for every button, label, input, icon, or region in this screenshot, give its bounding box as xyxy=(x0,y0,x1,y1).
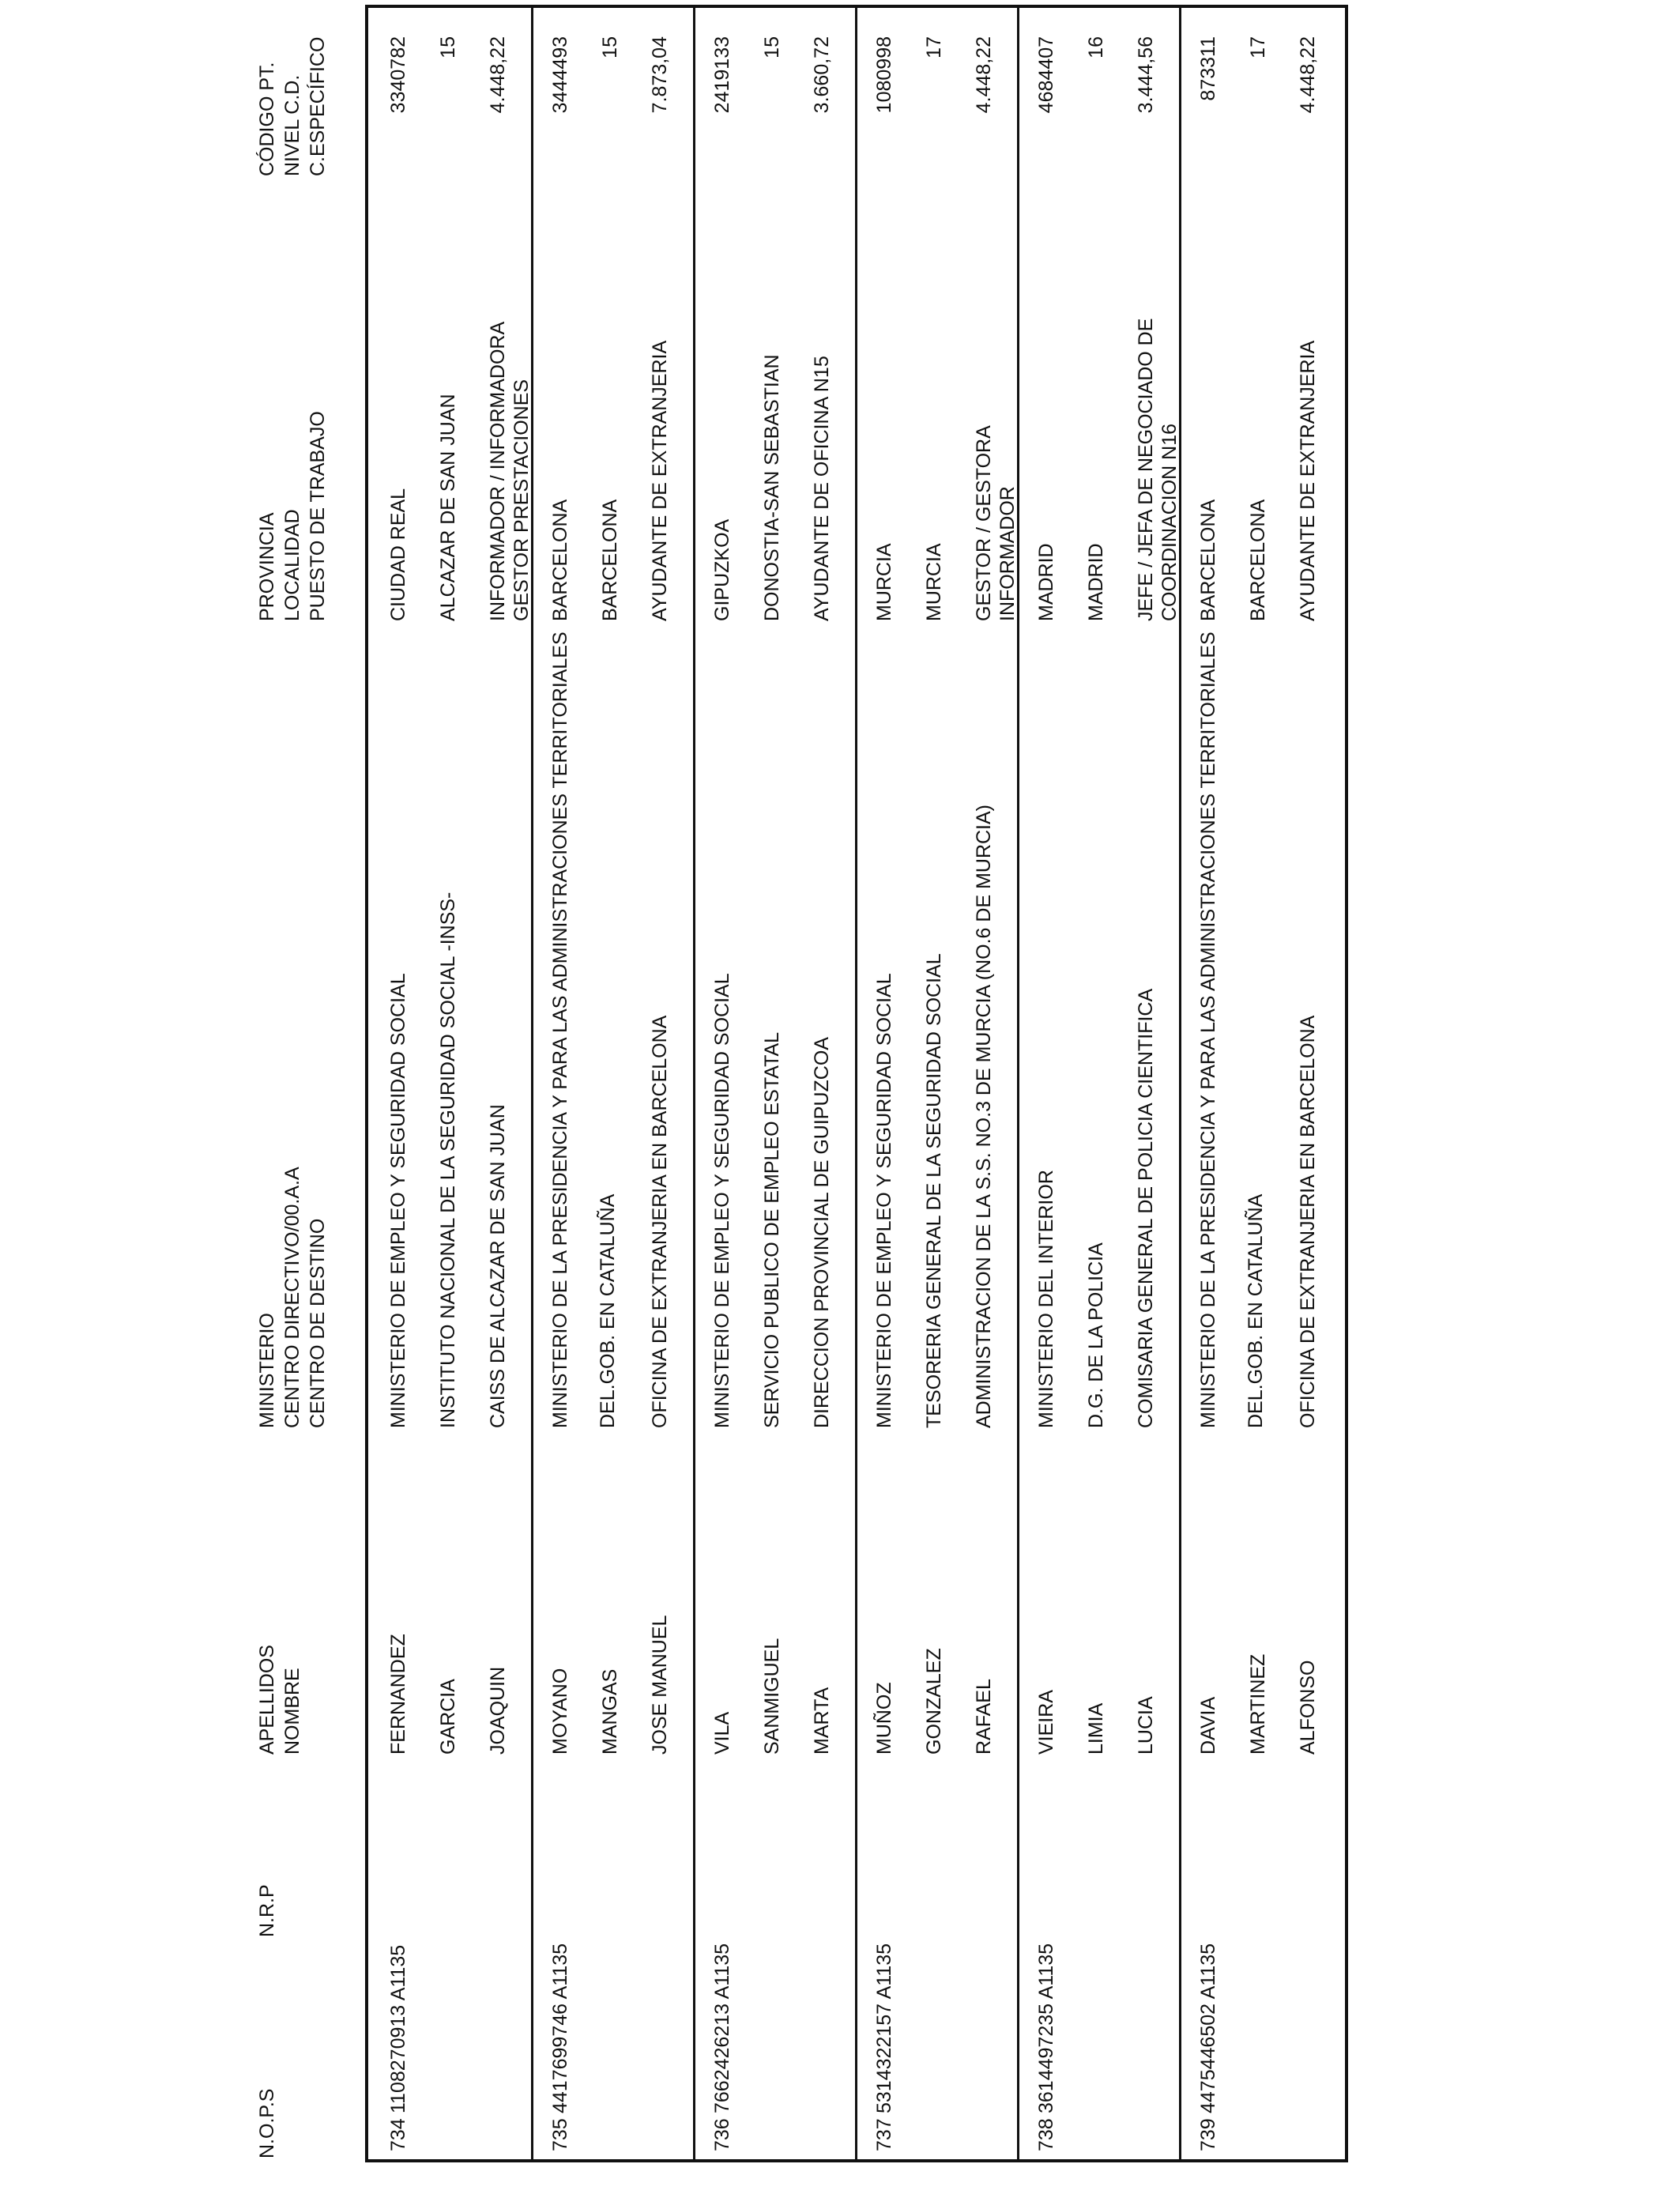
record-row xyxy=(531,5,693,2162)
header-nrp-label: N.R.P xyxy=(256,1884,278,1937)
header-nops xyxy=(254,2089,280,2158)
header-nops-label: N.O.P.S xyxy=(256,2088,278,2158)
ministerio-cell: MINISTERIO DE EMPLEO Y SEGURIDAD SOCIAL xyxy=(711,973,733,1428)
nrp-cell: 1108270913 A1135 xyxy=(387,1944,409,2113)
especifico-cell: 3.660,72 xyxy=(811,36,833,114)
provincia-cell: BARCELONA xyxy=(549,499,571,621)
nombre-cell: ALFONSO xyxy=(1297,1660,1319,1755)
header-nrp xyxy=(254,1884,280,1937)
record-row xyxy=(369,5,531,2162)
ministerio-cell: MINISTERIO DE EMPLEO Y SEGURIDAD SOCIAL xyxy=(873,973,895,1428)
header-centro-destino-label: CENTRO DE DESTINO xyxy=(307,1218,329,1428)
apellido1-cell: VILA xyxy=(711,1711,733,1755)
centro-destino-cell: ADMINISTRACION DE LA S.S. NO.3 DE MURCIA (NO.6 DE MURCIA) xyxy=(973,804,995,1428)
nops-cell: 737 xyxy=(873,2118,895,2151)
nivel-cell: 17 xyxy=(1247,36,1269,58)
centro-destino-cell: CAISS DE ALCAZAR DE SAN JUAN xyxy=(487,1104,509,1428)
apellido1-cell: MUÑOZ xyxy=(873,1682,895,1755)
ministerio-cell: MINISTERIO DEL INTERIOR xyxy=(1035,1170,1057,1428)
record-row xyxy=(1017,5,1179,2162)
puesto-cell: JEFE / JEFA DE NEGOCIADO DE COORDINACION N16 xyxy=(1135,318,1181,621)
provincia-cell: BARCELONA xyxy=(1197,499,1219,621)
header-codigo xyxy=(254,37,330,176)
localidad-cell: ALCAZAR DE SAN JUAN xyxy=(437,394,459,621)
codigo-cell: 2419133 xyxy=(711,36,733,114)
especifico-cell: 4.448,22 xyxy=(487,36,509,114)
centro-directivo-cell: TESORERIA GENERAL DE LA SEGURIDAD SOCIAL xyxy=(923,953,945,1428)
nombre-cell: RAFAEL xyxy=(973,1679,995,1755)
header-especifico-label: C.ESPECÍFICO xyxy=(307,36,329,176)
record-row xyxy=(855,5,1017,2162)
header-puesto-label: PUESTO DE TRABAJO xyxy=(307,411,329,621)
especifico-cell: 4.448,22 xyxy=(1297,36,1319,114)
apellido1-cell: FERNANDEZ xyxy=(387,1634,409,1755)
localidad-cell: BARCELONA xyxy=(599,499,621,621)
nivel-cell: 17 xyxy=(923,36,945,58)
ministerio-cell: MINISTERIO DE EMPLEO Y SEGURIDAD SOCIAL xyxy=(387,973,409,1428)
nivel-cell: 15 xyxy=(761,36,783,58)
apellido2-cell: GONZALEZ xyxy=(923,1648,945,1755)
nops-cell: 738 xyxy=(1035,2118,1057,2151)
apellido2-cell: MARTINEZ xyxy=(1247,1653,1269,1755)
nops-cell: 734 xyxy=(387,2118,409,2151)
centro-destino-cell: OFICINA DE EXTRANJERIA EN BARCELONA xyxy=(649,1015,671,1428)
apellido1-cell: MOYANO xyxy=(549,1668,571,1755)
centro-directivo-cell: SERVICIO PUBLICO DE EMPLEO ESTATAL xyxy=(761,1031,783,1428)
provincia-cell: CIUDAD REAL xyxy=(387,488,409,621)
codigo-cell: 1080998 xyxy=(873,36,895,114)
centro-directivo-cell: INSTITUTO NACIONAL DE LA SEGURIDAD SOCIAL -INSS- xyxy=(437,892,459,1428)
codigo-cell: 3444493 xyxy=(549,36,571,114)
header-ministerio-label: MINISTERIO xyxy=(256,1313,278,1428)
puesto-cell: AYUDANTE DE OFICINA N15 xyxy=(811,356,833,621)
centro-directivo-cell: DEL.GOB. EN CATALUÑA xyxy=(1245,1193,1267,1428)
nivel-cell: 15 xyxy=(437,36,459,58)
puesto-cell: GESTOR / GESTORA INFORMADOR xyxy=(973,426,1019,621)
header-nivel-label: NIVEL C.D. xyxy=(281,74,303,176)
nrp-cell: 3614497235 A1135 xyxy=(1035,1943,1057,2113)
apellido2-cell: LIMIA xyxy=(1085,1702,1107,1755)
codigo-cell: 3340782 xyxy=(387,36,409,114)
especifico-cell: 3.444,56 xyxy=(1135,36,1157,114)
centro-directivo-cell: DEL.GOB. EN CATALUÑA xyxy=(597,1193,619,1428)
header-codigo-label: CÓDIGO PT. xyxy=(256,62,278,176)
puesto-cell: AYUDANTE DE EXTRANJERIA xyxy=(649,340,671,621)
codigo-cell: 4684407 xyxy=(1035,36,1057,114)
centro-directivo-cell: D.G. DE LA POLICIA xyxy=(1085,1242,1107,1428)
nombre-cell: JOAQUIN xyxy=(487,1666,509,1755)
nivel-cell: 15 xyxy=(599,36,621,58)
apellido2-cell: GARCIA xyxy=(437,1679,459,1755)
especifico-cell: 7.873,04 xyxy=(649,36,671,114)
localidad-cell: MURCIA xyxy=(923,543,945,621)
nivel-cell: 16 xyxy=(1085,36,1107,58)
apellido2-cell: MANGAS xyxy=(599,1668,621,1755)
puesto-cell: AYUDANTE DE EXTRANJERIA xyxy=(1297,340,1319,621)
nombre-cell: JOSE MANUEL xyxy=(649,1615,671,1755)
codigo-cell: 873311 xyxy=(1197,36,1219,101)
header-localidad-label: LOCALIDAD xyxy=(281,509,303,621)
ministerio-cell: MINISTERIO DE LA PRESIDENCIA Y PARA LAS ADMINISTRACIONES TERRITORIALES xyxy=(549,631,571,1428)
nrp-cell: 4417699746 A1135 xyxy=(549,1943,571,2113)
header-provincia-label: PROVINCIA xyxy=(256,512,278,621)
localidad-cell: DONOSTIA-SAN SEBASTIAN xyxy=(761,354,783,621)
especifico-cell: 4.448,22 xyxy=(973,36,995,114)
record-row xyxy=(1179,5,1341,2162)
apellido1-cell: DAVIA xyxy=(1197,1696,1219,1755)
nombre-cell: LUCIA xyxy=(1135,1696,1157,1755)
nombre-cell: MARTA xyxy=(811,1687,833,1755)
nops-cell: 735 xyxy=(549,2118,571,2151)
nops-cell: 736 xyxy=(711,2118,733,2151)
centro-destino-cell: DIRECCION PROVINCIAL DE GUIPUZCOA xyxy=(811,1037,833,1428)
localidad-cell: MADRID xyxy=(1085,543,1107,621)
localidad-cell: BARCELONA xyxy=(1247,499,1269,621)
apellido1-cell: VIEIRA xyxy=(1035,1690,1057,1755)
provincia-cell: MURCIA xyxy=(873,543,895,621)
apellido2-cell: SANMIGUEL xyxy=(761,1638,783,1755)
header-apellidos-label: APELLIDOS xyxy=(256,1645,278,1755)
provincia-cell: GIPUZKOA xyxy=(711,518,733,621)
nrp-cell: 7662426213 A1135 xyxy=(711,1943,733,2113)
header-centro-directivo-label: CENTRO DIRECTIVO/00.A.A xyxy=(281,1167,303,1428)
ministerio-cell: MINISTERIO DE LA PRESIDENCIA Y PARA LAS ADMINISTRACIONES TERRITORIALES xyxy=(1197,631,1219,1428)
nrp-cell: 4475446502 A1135 xyxy=(1197,1943,1219,2113)
centro-destino-cell: COMISARIA GENERAL DE POLICIA CIENTIFICA xyxy=(1135,988,1157,1428)
provincia-cell: MADRID xyxy=(1035,543,1057,621)
puesto-cell: INFORMADOR / INFORMADORA GESTOR PRESTACIONES xyxy=(487,322,533,621)
record-row xyxy=(693,5,855,2162)
header-apellidos xyxy=(254,1645,305,1755)
centro-destino-cell: OFICINA DE EXTRANJERIA EN BARCELONA xyxy=(1297,1015,1319,1428)
nops-cell: 739 xyxy=(1197,2118,1219,2151)
nrp-cell: 5314322157 A1135 xyxy=(873,1943,895,2113)
header-ministerio xyxy=(254,1167,330,1428)
header-nombre-label: NOMBRE xyxy=(281,1668,303,1755)
header-provincia xyxy=(254,411,330,621)
